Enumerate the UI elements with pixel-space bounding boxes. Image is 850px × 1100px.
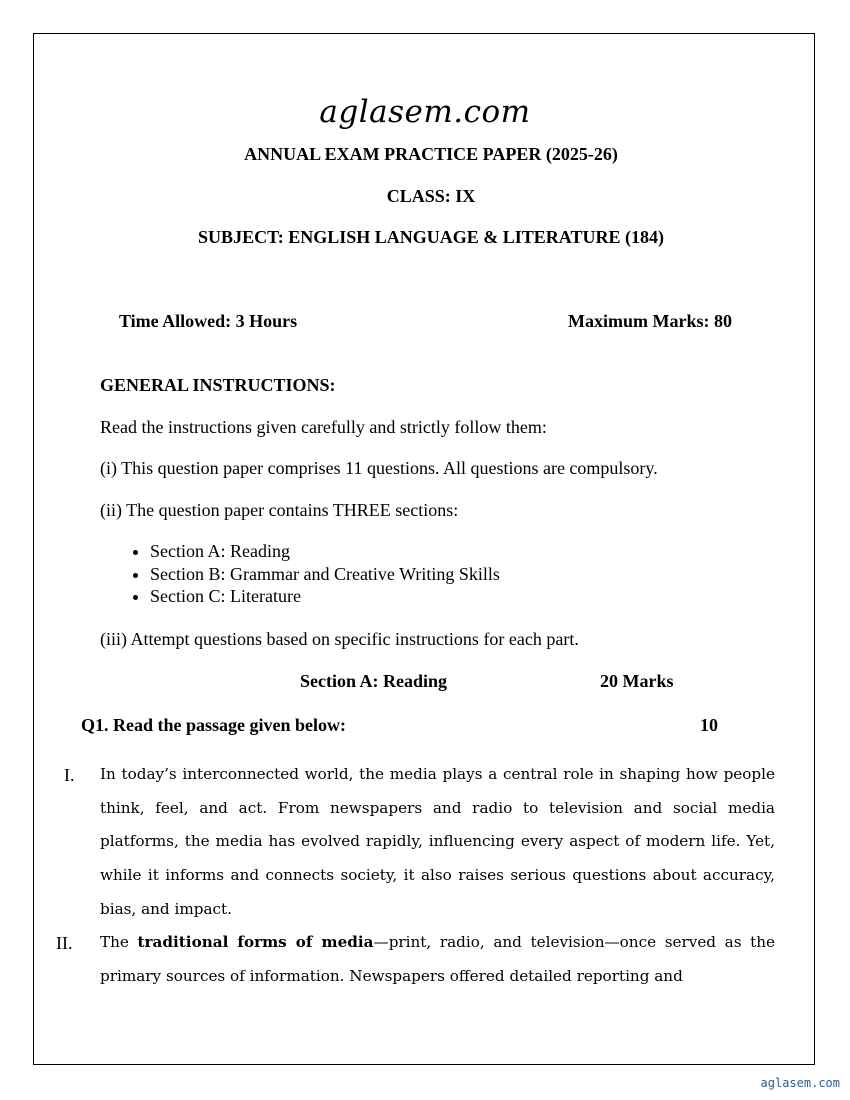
question-1-prompt: Q1. Read the passage given below:	[81, 715, 346, 735]
paragraph-2-start: The	[100, 933, 138, 951]
question-1-marks: 10	[700, 715, 718, 735]
paragraph-2-number: II.	[56, 933, 73, 953]
aglasem-logo: aglasem.com	[319, 94, 531, 130]
paragraph-1-number: I.	[64, 765, 75, 785]
instruction-item-2: (ii) The question paper contains THREE sections:	[100, 500, 459, 520]
instruction-item-1: (i) This question paper comprises 11 questions. All questions are compulsory.	[100, 458, 658, 478]
paragraph-2	[100, 926, 775, 993]
paragraph-2-rest: —print, radio, and television—once served as the primary sources of information. Newspapers offered detailed reporting and	[100, 933, 775, 985]
paragraph-2-bold-phrase: traditional forms of media	[137, 933, 374, 951]
paper-title: ANNUAL EXAM PRACTICE PAPER (2025-26)	[244, 144, 618, 164]
class-line: CLASS: IX	[386, 186, 476, 206]
general-instructions-heading: GENERAL INSTRUCTIONS:	[100, 375, 336, 395]
time-allowed: Time Allowed: 3 Hours	[119, 311, 298, 331]
section-a-title: Section A: Reading	[300, 671, 448, 691]
list-item: • Section B: Grammar and Creative Writing Skills	[150, 563, 500, 586]
subject-line: SUBJECT: ENGLISH LANGUAGE & LITERATURE (184)	[198, 227, 664, 247]
list-item: • Section A: Reading	[150, 540, 500, 563]
list-item: • Section C: Literature	[150, 585, 500, 608]
footer-watermark: aglasem.com	[760, 1076, 840, 1090]
instruction-item-3: (iii) Attempt questions based on specific instructions for each part.	[100, 629, 579, 649]
paragraph-1: In today’s interconnected world, the media plays a central role in shaping how people think, feel, and act. From newspapers and radio to television and social media platforms, the media has evolved rapidly, influencing every aspect of modern life. Yet, while it informs and connects society, it also raises serious questions about accuracy, bias, and impact.	[100, 765, 775, 918]
section-a-marks: 20 Marks	[600, 671, 674, 691]
maximum-marks: Maximum Marks: 80	[568, 311, 732, 331]
sections-list	[100, 540, 500, 608]
instructions-intro: Read the instructions given carefully and strictly follow them:	[100, 417, 547, 437]
